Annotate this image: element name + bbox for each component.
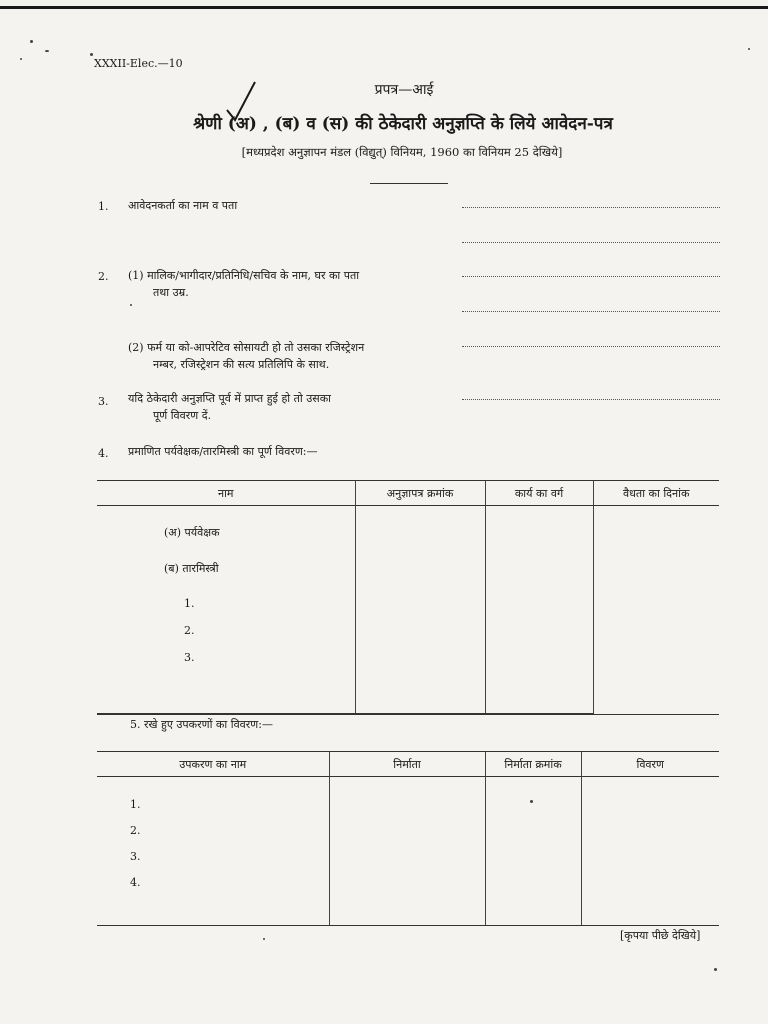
applicant-name-label: आवेदनकर्ता का नाम व पता [128,199,238,212]
supervisor-table [97,480,719,714]
col-header-manufacturer: निर्माता [329,752,485,777]
registration-label: (2) फर्म या को-आपरेटिव सोसायटी हो तो उसका रजिस्ट्रेशन [128,341,365,354]
item-number-4: 4. [98,447,109,460]
table-cell[interactable] [97,506,355,714]
row-label-supervisor: (अ) पर्यवेक्षक [164,526,220,539]
owner-details-field[interactable] [462,276,720,277]
previous-licence-field[interactable] [462,399,720,400]
table-cell[interactable] [97,777,329,926]
item-number-1: 1. [98,200,109,213]
equipment-row-2: 2. [130,824,141,837]
owner-details-label-cont: तथा उम्र. [153,286,189,299]
table-cell[interactable] [581,777,719,926]
equipment-row-4: 4. [130,876,141,889]
item-number-3: 3. [98,395,109,408]
col-header-manufacturer-no: निर्माता क्रमांक [485,752,581,777]
row-label-1: 1. [184,597,195,610]
equipment-section-label: 5. रखे हुए उपकरणों का विवरण:— [130,718,273,731]
page-title: श्रेणी (अ) , (ब) व (स) की ठेकेदारी अनुज्ञप्ति के लिये आवेदन-पत्र [193,114,613,134]
table-cell[interactable] [485,777,581,926]
equipment-row-3: 3. [130,850,141,863]
col-header-validity-date: वैधता का दिनांक [593,481,719,506]
col-header-name: नाम [97,481,355,506]
owner-details-field-2[interactable] [462,311,720,312]
top-border [0,6,768,9]
form-reference: XXXII-Elec.—10 [94,57,183,70]
col-header-work-class: कार्य का वर्ग [485,481,593,506]
row-label-2: 2. [184,624,195,637]
table-cell[interactable] [485,506,593,714]
equipment-row-1: 1. [130,798,141,811]
registration-label-cont: नम्बर, रजिस्ट्रेशन की सत्य प्रतिलिपि के साथ. [153,358,330,371]
applicant-name-field[interactable] [462,207,720,208]
supervisor-details-label: प्रमाणित पर्यवेक्षक/तारमिस्त्री का पूर्ण विवरण:— [128,445,318,458]
section-divider [97,714,719,715]
col-header-licence-no: अनुज्ञापत्र क्रमांक [355,481,485,506]
owner-details-label: (1) मालिक/भागीदार/प्रतिनिधि/सचिव के नाम, घर का पता [128,269,360,282]
row-label-wireman: (ब) तारमिस्त्री [164,562,219,575]
table-cell[interactable] [329,777,485,926]
form-label: प्रपत्र—आई [374,82,434,98]
registration-field[interactable] [462,346,720,347]
table-cell[interactable] [593,506,719,714]
previous-licence-label: यदि ठेकेदारी अनुज्ञप्ति पूर्व में प्राप्त हुई हो तो उसका [128,392,332,405]
please-turn-over-note: [कृपया पीछे देखिये] [620,929,701,942]
title-divider [370,183,448,184]
applicant-address-field[interactable] [462,242,720,243]
item-number-2: 2. [98,270,109,283]
col-header-equipment-name: उपकरण का नाम [97,752,329,777]
row-label-3: 3. [184,651,195,664]
equipment-table [97,751,719,926]
table-cell[interactable] [355,506,485,714]
regulation-reference: [मध्यप्रदेश अनुज्ञापन मंडल (विद्युत्) विनियम, 1960 का विनियम 25 देखिये] [241,145,563,159]
previous-licence-label-cont: पूर्ण विवरण दें. [153,409,212,422]
col-header-description: विवरण [581,752,719,777]
